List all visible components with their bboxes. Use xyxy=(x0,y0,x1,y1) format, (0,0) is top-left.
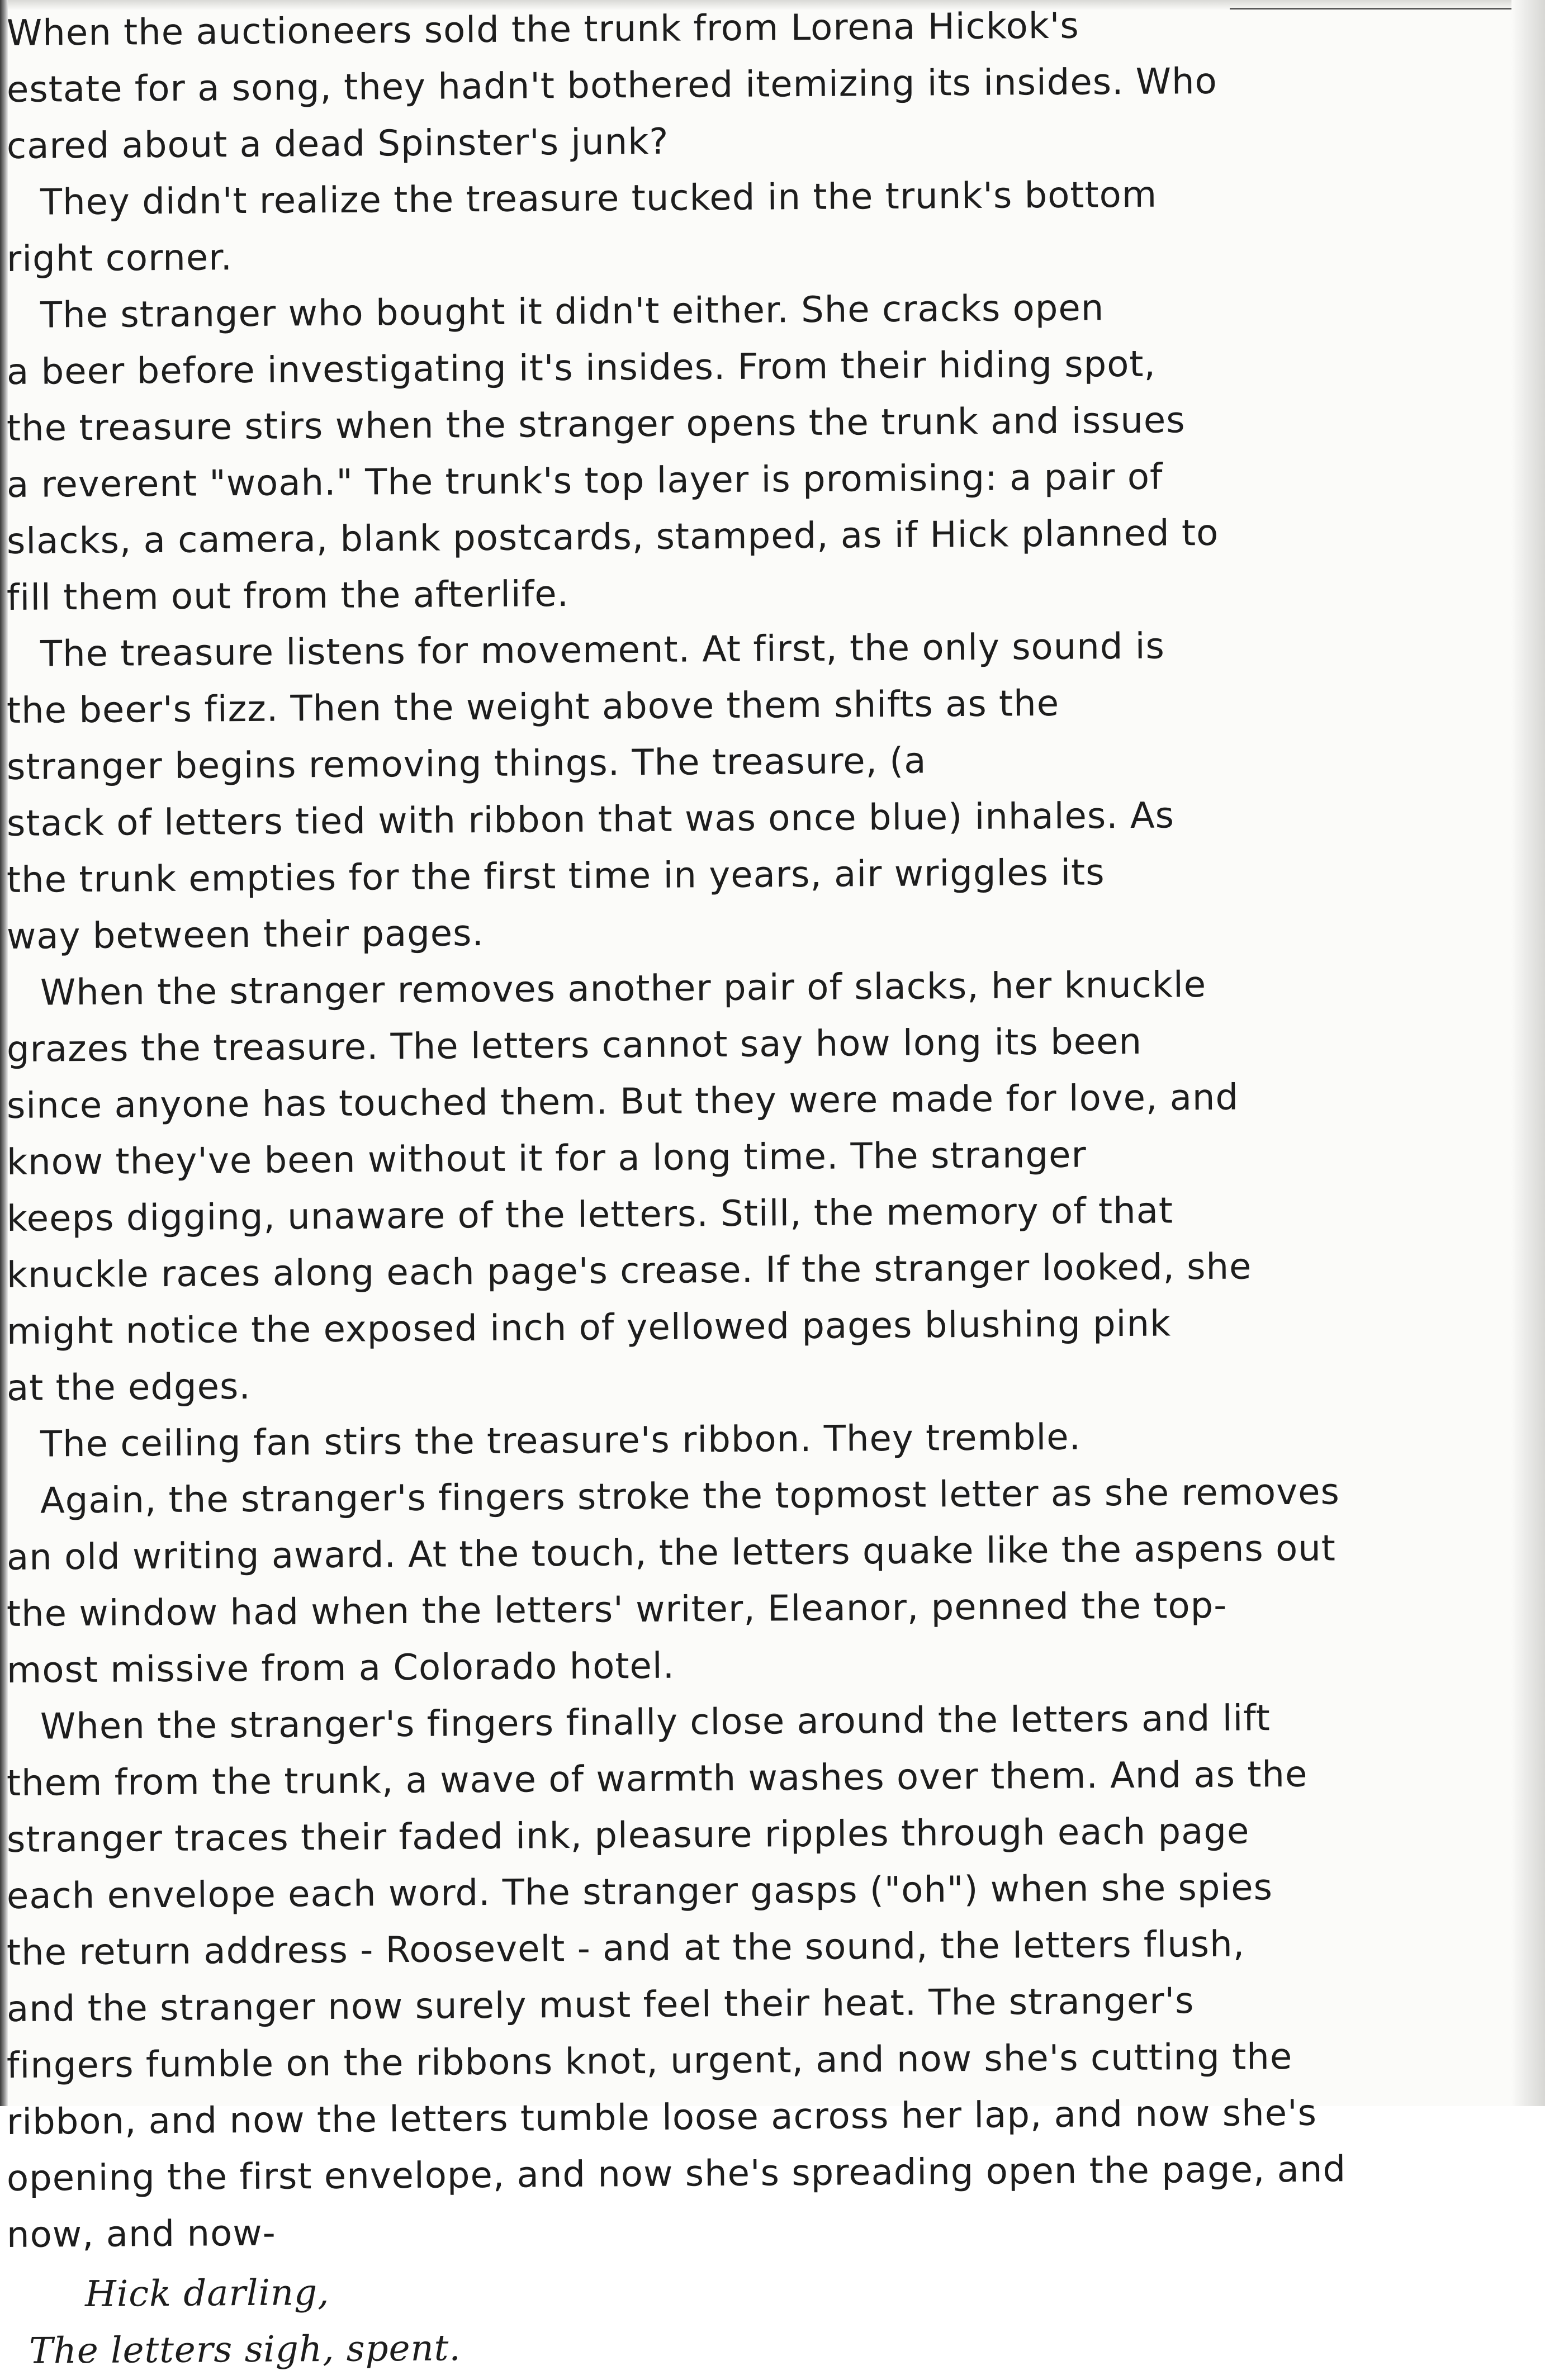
text-line: They didn't realize the treasure tucked in the trunk's bottom xyxy=(40,174,1158,224)
text-line: When the auctioneers sold the trunk from Lorena Hickok's xyxy=(6,5,1079,54)
text-line: the trunk empties for the first time in years, air wriggles its xyxy=(6,852,1105,901)
text-line: the return address - Roosevelt - and at the sound, the letters flush, xyxy=(6,1923,1245,1974)
text-line: a reverent "woah." The trunk's top layer is promising: a pair of xyxy=(6,456,1163,506)
text-line: Again, the stranger's fingers stroke the topmost letter as she removes xyxy=(40,1471,1340,1522)
text-line: cared about a dead Spinster's junk? xyxy=(6,121,669,167)
text-line: them from the trunk, a wave of warmth washes over them. And as the xyxy=(6,1753,1308,1804)
text-line: stranger begins removing things. The treasure, (a xyxy=(6,740,927,788)
text-line: fill them out from the afterlife. xyxy=(6,573,570,619)
text-line: knuckle races along each page's crease. If the stranger looked, she xyxy=(6,1246,1252,1296)
text-line: the treasure stirs when the stranger opens the trunk and issues xyxy=(6,400,1186,449)
text-line: a beer before investigating it's insides. From their hiding spot, xyxy=(6,343,1157,393)
text-line: now, and now- xyxy=(6,2212,276,2256)
text-line: right corner. xyxy=(6,237,233,280)
text-line: The ceiling fan stirs the treasure's ribbon. They tremble. xyxy=(40,1416,1082,1466)
text-line: The stranger who bought it didn't either. She cracks open xyxy=(40,287,1105,336)
text-line: stack of letters tied with ribbon that was once blue) inhales. As xyxy=(6,795,1175,845)
text-line: slacks, a camera, blank postcards, stamped, as if Hick planned to xyxy=(6,512,1219,562)
letter-greeting: Hick darling, xyxy=(84,2272,330,2316)
text-line: at the edges. xyxy=(6,1366,251,1409)
text-line: The treasure listens for movement. At first, the only sound is xyxy=(40,625,1165,675)
text-line: since anyone has touched them. But they were made for love, and xyxy=(6,1077,1239,1127)
text-line: stranger traces their faded ink, pleasure ripples through each page xyxy=(6,1810,1250,1861)
text-line: When the stranger's fingers finally close around the letters and lift xyxy=(40,1698,1271,1748)
text-line: opening the first envelope, and now she's spreading open the page, and xyxy=(6,2149,1347,2199)
text-line: know they've been without it for a long time. The stranger xyxy=(6,1134,1087,1183)
text-line: When the stranger removes another pair of slacks, her knuckle xyxy=(40,964,1207,1014)
text-line: most missive from a Colorado hotel. xyxy=(6,1645,675,1691)
text-line: the beer's fizz. Then the weight above them shifts as the xyxy=(6,682,1060,732)
text-line: grazes the treasure. The letters cannot say how long its been xyxy=(6,1021,1143,1070)
text-line: an old writing award. At the touch, the letters quake like the aspens out xyxy=(6,1528,1337,1578)
text-line: ribbon, and now the letters tumble loose across her lap, and now she's xyxy=(6,2092,1317,2143)
text-line: each envelope each word. The stranger gasps ("oh") when she spies xyxy=(6,1867,1273,1917)
text-line: way between their pages. xyxy=(6,913,485,957)
text-line: the window had when the letters' writer, Eleanor, penned the top- xyxy=(6,1585,1228,1635)
text-line: and the stranger now surely must feel their heat. The stranger's xyxy=(6,1980,1195,2030)
text-line: estate for a song, they hadn't bothered itemizing its insides. Who xyxy=(6,60,1217,111)
text-line: fingers fumble on the ribbons knot, urgent, and now she's cutting the xyxy=(6,2036,1293,2087)
closing-line: The letters sigh, spent. xyxy=(29,2327,461,2372)
scan-edge-right xyxy=(1511,0,1545,2106)
handwritten-text xyxy=(7,6,1505,2380)
text-line: might notice the exposed inch of yellowed pages blushing pink xyxy=(6,1303,1172,1353)
text-line: keeps digging, unaware of the letters. Still, the memory of that xyxy=(6,1190,1174,1240)
